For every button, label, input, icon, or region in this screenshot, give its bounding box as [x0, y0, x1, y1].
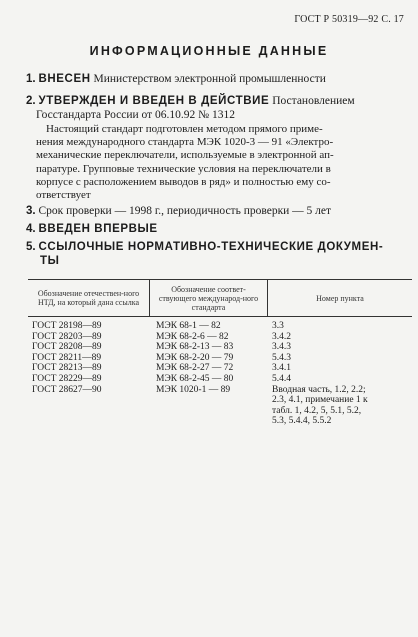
table-row-continuation [28, 395, 412, 406]
section-number: 3. [26, 205, 36, 217]
paragraph-line: паратуре. Групповые технические условия на переключатели в [36, 162, 331, 175]
table-cell: МЭК 68-2-45 — 80 [156, 373, 234, 384]
section-heading: УТВЕРЖДЕН И ВВЕДЕН В ДЕЙСТВИЕ [38, 95, 270, 107]
section-heading: ВВЕДЕН ВПЕРВЫЕ [38, 223, 158, 235]
section-text: Постановлением [269, 95, 355, 107]
section-heading: ВНЕСЕН [38, 73, 91, 85]
table-cell: ГОСТ 28627—90 [32, 384, 102, 395]
section-3 [26, 205, 406, 219]
table-cell: 5.3, 5.4.4, 5.5.2 [272, 416, 332, 427]
table-cell: Вводная часть, 1.2, 2.2; [272, 384, 366, 395]
page-title: ИНФОРМАЦИОННЫЕ ДАННЫЕ [89, 44, 329, 58]
table-cell: МЭК 68-2-27 — 72 [156, 363, 234, 374]
table-row [28, 342, 412, 353]
table-cell: МЭК 1020-1 — 89 [156, 384, 231, 395]
table-cell: 2.3, 4.1, примечание 1 к [272, 395, 368, 406]
section-number: 5. [26, 241, 36, 253]
reference-table-header [28, 279, 412, 317]
section-number: 1. [26, 73, 36, 85]
paragraph-line: корпусе с расположением выводов в ряд» и полностью ему со- [36, 175, 331, 188]
table-cell: 5.4.3 [272, 352, 291, 363]
section-number: 2. [26, 95, 36, 107]
table-row-continuation [28, 416, 412, 427]
section-number: 4. [26, 223, 36, 235]
table-cell: 3.4.1 [272, 363, 291, 374]
paragraph-line: нения международного стандарта МЭК 1020-3 — 91 «Электро- [36, 136, 334, 149]
table-cell: ГОСТ 28213—89 [32, 363, 102, 374]
section-4 [26, 223, 406, 237]
column-header-national-doc: Обозначение отечествен-ного НТД, на который дана ссылка [28, 280, 150, 316]
table-cell: ГОСТ 28229—89 [32, 373, 102, 384]
reference-table-body [28, 321, 412, 427]
table-cell: МЭК 68-1 — 82 [156, 321, 221, 331]
column-header-clause-number: Номер пункта [316, 293, 364, 303]
table-row-continuation [28, 406, 412, 417]
table-row [28, 385, 412, 396]
table-row [28, 321, 412, 332]
table-cell: МЭК 68-2-20 — 79 [156, 352, 234, 363]
page-header: ГОСТ Р 50319—92 С. 17 [294, 14, 404, 25]
section-text: Министерством электронной промышленности [90, 73, 326, 85]
paragraph-line: ответствует [36, 189, 91, 202]
section-heading: ССЫЛОЧНЫЕ НОРМАТИВНО-ТЕХНИЧЕСКИЕ ДОКУМЕН- [38, 241, 384, 253]
section-2-paragraph [36, 123, 408, 202]
table-cell: ГОСТ 28198—89 [32, 321, 102, 331]
table-cell: 3.4.3 [272, 342, 291, 353]
table-cell: 3.4.2 [272, 331, 291, 342]
section-2 [26, 95, 406, 122]
paragraph-line: Настоящий стандарт подготовлен методом прямого приме- [46, 123, 323, 135]
table-cell: 5.4.4 [272, 373, 291, 384]
table-row [28, 363, 412, 374]
section-1 [26, 73, 406, 87]
table-cell: 3.3 [272, 321, 284, 331]
section-text: Срок проверки — 1998 г., периодичность проверки — 5 лет [38, 205, 332, 217]
table-cell: ГОСТ 28203—89 [32, 331, 102, 342]
table-row [28, 332, 412, 343]
table-cell: МЭК 68-2-6 — 82 [156, 331, 229, 342]
table-row [28, 353, 412, 364]
table-row [28, 374, 412, 385]
paragraph-line: механические переключатели, используемые в электронной ап- [36, 149, 334, 162]
section-text-line: Госстандарта России от 06.10.92 № 1312 [36, 108, 236, 121]
section-5 [26, 241, 406, 268]
column-header-intl-standard: Обозначение соответ-ствующего международ-ного стандарта [150, 280, 268, 316]
section-heading-cont: ТЫ [40, 254, 60, 267]
table-cell: табл. 1, 4.2, 5, 5.1, 5.2, [272, 405, 362, 416]
table-cell: ГОСТ 28208—89 [32, 342, 102, 353]
table-cell: ГОСТ 28211—89 [32, 352, 102, 363]
table-cell: МЭК 68-2-13 — 83 [156, 342, 234, 353]
